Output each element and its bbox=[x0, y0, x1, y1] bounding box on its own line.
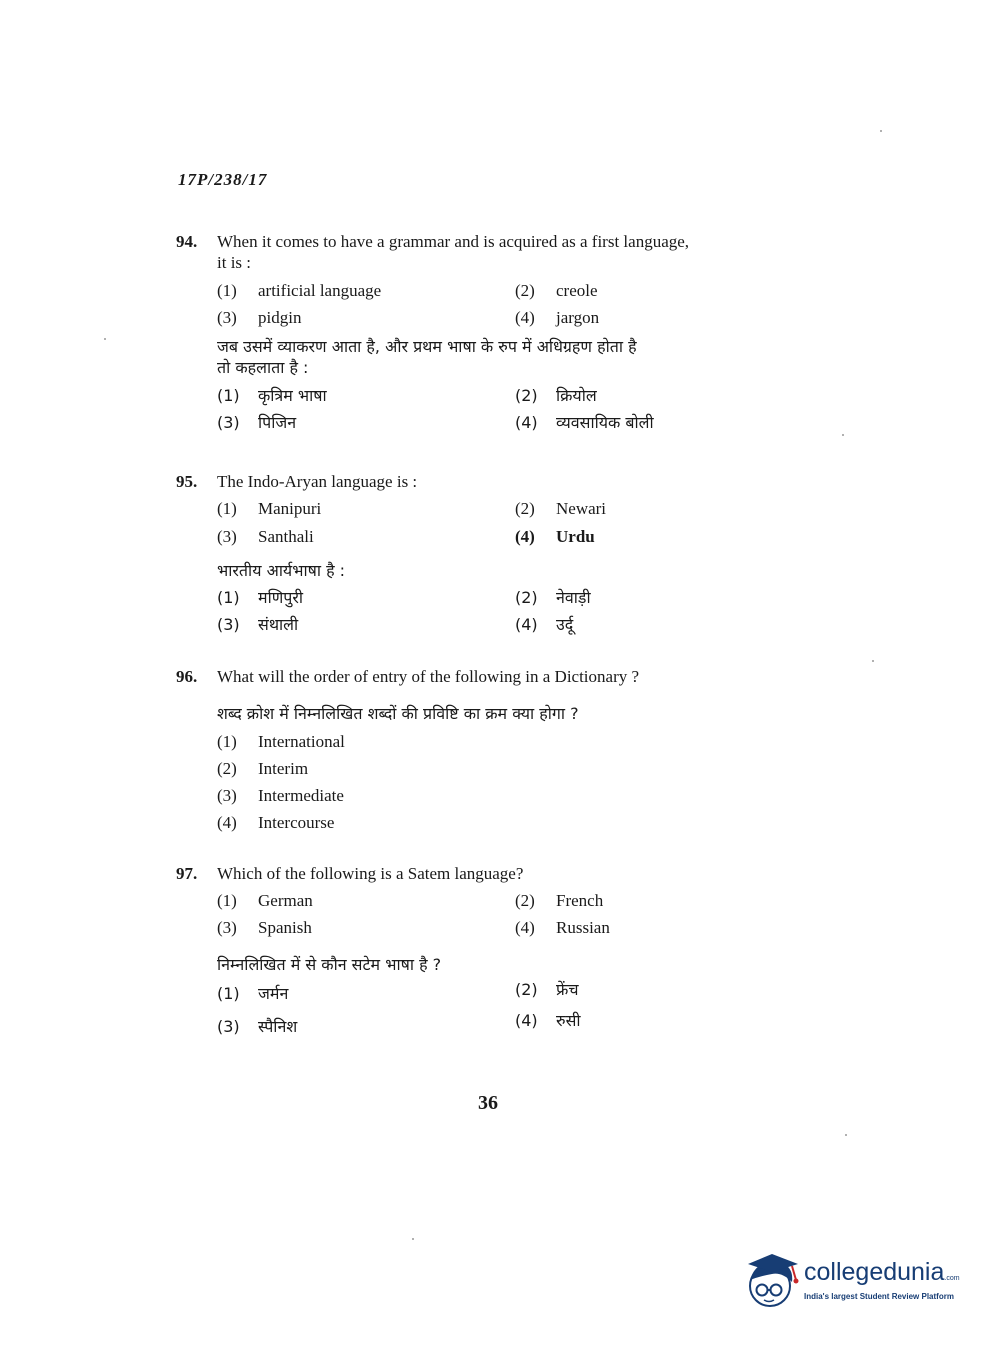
option-3-hi: (3) पिजिन bbox=[217, 413, 297, 432]
options-en bbox=[217, 890, 826, 946]
scan-speck bbox=[845, 1134, 847, 1136]
page-number: 36 bbox=[478, 1092, 498, 1114]
question-text-hi: शब्द क्रोश में निम्नलिखित शब्दों की प्रविष्टि का क्रम क्या होगा ? bbox=[217, 704, 579, 723]
option-4: (4) Russian bbox=[515, 918, 610, 937]
option-2-hi: (2) क्रियोल bbox=[515, 386, 597, 405]
options-hi bbox=[217, 385, 826, 441]
options-en bbox=[217, 731, 826, 841]
paper-code: 17P/238/17 bbox=[178, 170, 268, 189]
question-number: 96. bbox=[176, 667, 198, 686]
option-1-hi: (1) जर्मन bbox=[217, 984, 289, 1003]
question-text-en-cont: it is : bbox=[217, 253, 252, 272]
option-2: (2) Newari bbox=[515, 499, 607, 518]
option-3: (3) Spanish bbox=[217, 918, 312, 937]
option-2: (2) Interim bbox=[217, 759, 309, 778]
option-3-hi: (3) स्पैनिश bbox=[217, 1017, 298, 1036]
question-number: 97. bbox=[176, 864, 198, 883]
option-1: (1) artificial language bbox=[217, 281, 382, 300]
option-2-hi: (2) फ्रेंच bbox=[515, 980, 579, 999]
question-text-en: The Indo-Aryan language is : bbox=[217, 472, 418, 491]
option-4: (4) jargon bbox=[515, 308, 600, 327]
option-3: (3) Intermediate bbox=[217, 786, 344, 805]
option-1-hi: (1) कृत्रिम भाषा bbox=[217, 386, 327, 405]
brand-tagline: India's largest Student Review Platform bbox=[804, 1292, 954, 1301]
question-96 bbox=[176, 666, 826, 841]
option-1: (1) Manipuri bbox=[217, 499, 322, 518]
option-3: (3) Santhali bbox=[217, 527, 314, 546]
option-4-hi: (4) उर्दू bbox=[515, 615, 574, 634]
options-en bbox=[217, 498, 826, 556]
collegedunia-logo bbox=[742, 1252, 972, 1312]
scan-speck bbox=[104, 338, 106, 340]
scan-speck bbox=[880, 130, 882, 132]
option-4: (4) Intercourse bbox=[217, 813, 335, 832]
question-text-en: Which of the following is a Satem language? bbox=[217, 864, 524, 883]
question-text-en: When it comes to have a grammar and is acquired as a first language, bbox=[217, 232, 690, 251]
question-number: 95. bbox=[176, 472, 198, 491]
question-95 bbox=[176, 471, 826, 643]
scan-speck bbox=[412, 1238, 414, 1240]
scan-speck bbox=[842, 434, 844, 436]
question-number: 94. bbox=[176, 232, 198, 251]
question-text-en: What will the order of entry of the following in a Dictionary ? bbox=[217, 667, 640, 686]
option-2: (2) creole bbox=[515, 281, 598, 300]
option-1: (1) International bbox=[217, 732, 345, 751]
question-97 bbox=[176, 863, 826, 1043]
question-text-hi-cont: तो कहलाता है : bbox=[217, 358, 309, 377]
option-4-hi: (4) रुसी bbox=[515, 1011, 581, 1030]
option-4-hi: (4) व्यवसायिक बोली bbox=[515, 413, 654, 432]
option-3: (3) pidgin bbox=[217, 308, 302, 327]
option-4: (4) Urdu bbox=[515, 527, 595, 546]
brand-name: collegedunia.com bbox=[804, 1258, 960, 1286]
option-2-hi: (2) नेवाड़ी bbox=[515, 588, 591, 607]
question-text-hi: जब उसमें व्याकरण आता है, और प्रथम भाषा के रुप में अधिग्रहण होता है bbox=[217, 337, 637, 356]
brand-suffix: .com bbox=[944, 1275, 960, 1282]
question-text-hi: भारतीय आर्यभाषा है : bbox=[217, 561, 346, 580]
mascot-icon bbox=[742, 1252, 802, 1312]
question-text-hi: निम्नलिखित में से कौन सटेम भाषा है ? bbox=[217, 955, 442, 974]
options-en bbox=[217, 280, 826, 336]
options-hi bbox=[217, 587, 826, 643]
option-1: (1) German bbox=[217, 891, 313, 910]
option-2: (2) French bbox=[515, 891, 604, 910]
option-3-hi: (3) संथाली bbox=[217, 615, 299, 634]
option-1-hi: (1) मणिपुरी bbox=[217, 588, 304, 607]
options-hi bbox=[217, 980, 826, 1043]
scan-speck bbox=[872, 660, 874, 662]
question-94 bbox=[176, 231, 826, 441]
